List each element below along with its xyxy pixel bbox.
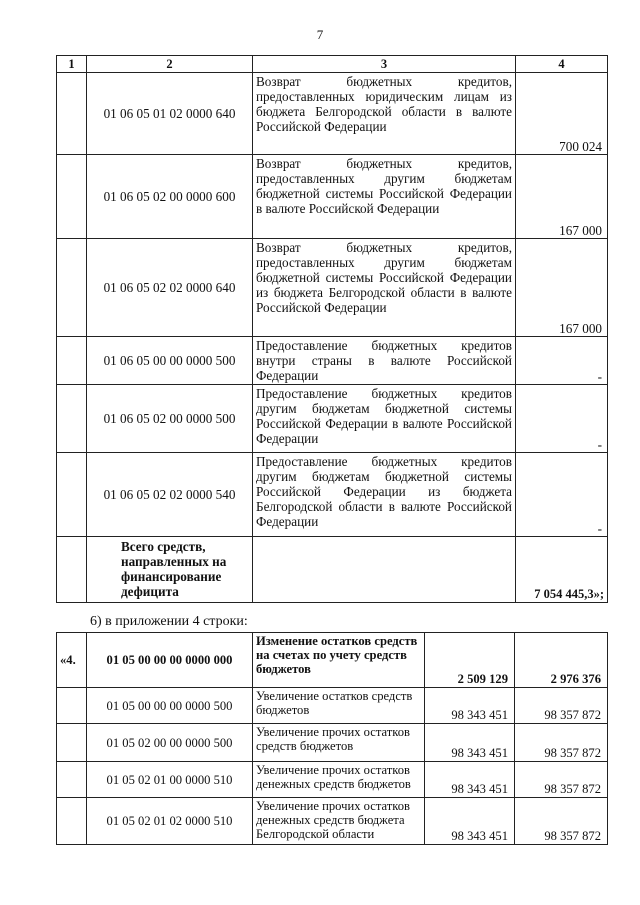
row-value-2: 98 357 872 — [515, 798, 608, 845]
row-value-1: 98 343 451 — [425, 724, 515, 762]
row-name: Изменение остатков средств на счетах по учету средств бюджетов — [253, 633, 425, 688]
row-code: 01 05 02 00 00 0000 500 — [87, 724, 253, 762]
row-code: 01 05 02 01 00 0000 510 — [87, 762, 253, 798]
row-amount: - — [516, 453, 608, 537]
table-row — [57, 239, 608, 337]
column-header: 1 — [57, 56, 87, 73]
row-name: Возврат бюджетных кредитов, предоставленных другим бюджетам бюджетной системы Российской Федерации из бюджета Белгородской области в валюте Российской Федерации — [253, 239, 516, 337]
row-name: Предоставление бюджетных кредитов внутри страны в валюте Российской Федерации — [253, 337, 516, 385]
row-amount: 700 024 — [516, 73, 608, 155]
row-code: 01 06 05 02 00 0000 600 — [87, 155, 253, 239]
row-value-1: 98 343 451 — [425, 762, 515, 798]
row-amount: - — [516, 385, 608, 453]
table-row — [57, 798, 608, 845]
table-row — [57, 724, 608, 762]
table-row — [57, 762, 608, 798]
page-number: 7 — [316, 27, 324, 42]
row-amount: 167 000 — [516, 155, 608, 239]
balances-table — [56, 632, 608, 845]
table-row — [57, 337, 608, 385]
table-row — [57, 688, 608, 724]
column-header: 4 — [516, 56, 608, 73]
row-value-1: 2 509 129 — [425, 633, 515, 688]
row-value-2: 2 976 376 — [515, 633, 608, 688]
row-code: 01 05 02 01 02 0000 510 — [87, 798, 253, 845]
row-name: Увеличение прочих остатков денежных средств бюджета Белгородской области — [253, 798, 425, 845]
table-row — [57, 633, 608, 688]
table-row — [57, 385, 608, 453]
total-row — [57, 537, 608, 603]
table-header-row — [57, 56, 608, 73]
row-name: Увеличение прочих остатков денежных средств бюджетов — [253, 762, 425, 798]
total-amount: 7 054 445,3»; — [516, 537, 608, 603]
row-number: «4. — [57, 633, 87, 688]
section-caption: 6) в приложении 4 строки: — [90, 614, 248, 629]
row-amount: 167 000 — [516, 239, 608, 337]
row-code: 01 06 05 02 02 0000 540 — [87, 453, 253, 537]
row-value-2: 98 357 872 — [515, 762, 608, 798]
row-name: Возврат бюджетных кредитов, предоставленных юридическим лицам из бюджета Белгородской области в валюте Российской Федерации — [253, 73, 516, 155]
row-code: 01 06 05 02 02 0000 640 — [87, 239, 253, 337]
table-row — [57, 155, 608, 239]
row-amount: - — [516, 337, 608, 385]
row-name: Увеличение прочих остатков средств бюджетов — [253, 724, 425, 762]
row-name: Возврат бюджетных кредитов, предоставленных другим бюджетам бюджетной системы Российской Федерации в валюте Российской Федерации — [253, 155, 516, 239]
column-header: 3 — [253, 56, 516, 73]
row-value-2: 98 357 872 — [515, 688, 608, 724]
row-value-2: 98 357 872 — [515, 724, 608, 762]
total-label: Всего средств, направленных на финансирование дефицита — [87, 537, 253, 603]
table-row — [57, 73, 608, 155]
row-value-1: 98 343 451 — [425, 798, 515, 845]
row-code: 01 06 05 02 00 0000 500 — [87, 385, 253, 453]
column-header: 2 — [87, 56, 253, 73]
row-code: 01 05 00 00 00 0000 000 — [87, 633, 253, 688]
row-code: 01 06 05 01 02 0000 640 — [87, 73, 253, 155]
table-row — [57, 453, 608, 537]
sources-table — [56, 55, 608, 603]
row-name: Предоставление бюджетных кредитов другим бюджетам бюджетной системы Российской Федерации из бюджета Белгородской области в валюте Российской Федерации — [253, 453, 516, 537]
row-code: 01 06 05 00 00 0000 500 — [87, 337, 253, 385]
row-value-1: 98 343 451 — [425, 688, 515, 724]
row-code: 01 05 00 00 00 0000 500 — [87, 688, 253, 724]
row-name: Увеличение остатков средств бюджетов — [253, 688, 425, 724]
row-name: Предоставление бюджетных кредитов другим бюджетам бюджетной системы Российской Федерации в валюте Российской Федерации — [253, 385, 516, 453]
